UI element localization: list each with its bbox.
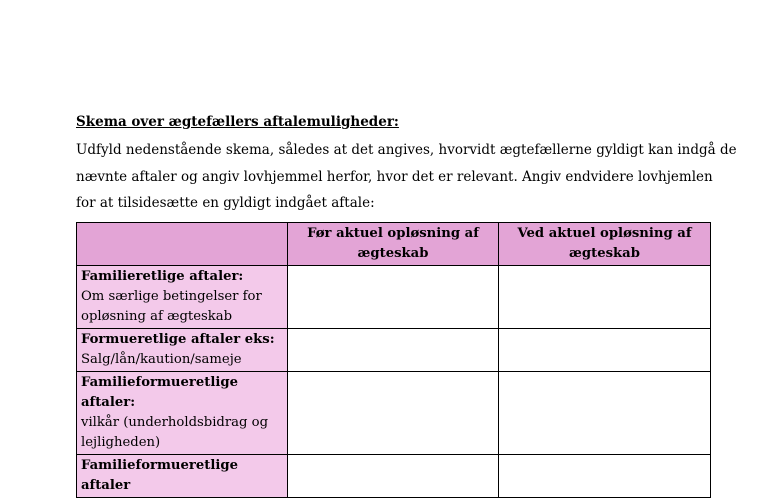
answer-cell-at[interactable] bbox=[499, 266, 711, 329]
instructions-paragraph bbox=[76, 140, 737, 220]
row-title: Formueretlige aftaler eks: bbox=[81, 332, 275, 347]
row-title: Familieformueretlige aftaler bbox=[81, 458, 238, 493]
row-header bbox=[77, 266, 288, 329]
answer-cell-before[interactable] bbox=[288, 455, 499, 498]
table-header-corner bbox=[77, 223, 288, 266]
row-header bbox=[77, 372, 288, 455]
schema-heading: Skema over ægtefællers aftalemuligheder: bbox=[76, 114, 399, 130]
table-header-row bbox=[77, 223, 711, 266]
row-title: Familieformueretlige aftaler: bbox=[81, 375, 238, 410]
column-header-before-dissolution: Før aktuel opløsning af ægteskab bbox=[288, 223, 499, 266]
answer-cell-before[interactable] bbox=[288, 266, 499, 329]
table-row bbox=[77, 372, 711, 455]
instructions-line: nævnte aftaler og angiv lovhjemmel herfor, hvor det er relevant. Angiv endvidere lovhjemlen bbox=[76, 168, 713, 185]
answer-cell-before[interactable] bbox=[288, 329, 499, 372]
table-row bbox=[77, 455, 711, 498]
answer-cell-before[interactable] bbox=[288, 372, 499, 455]
answer-cell-at[interactable] bbox=[499, 455, 711, 498]
instructions-line: for at tilsidesætte en gyldigt indgået aftale: bbox=[76, 195, 375, 211]
answer-cell-at[interactable] bbox=[499, 372, 711, 455]
row-header bbox=[77, 455, 288, 498]
row-description: Salg/lån/kaution/sameje bbox=[81, 352, 242, 367]
row-description: vilkår (underholdsbidrag og lejligheden) bbox=[81, 415, 269, 450]
table-row bbox=[77, 329, 711, 372]
row-header bbox=[77, 329, 288, 372]
instructions-line: Udfyld nedenstående skema, således at det angives, hvorvidt ægtefællerne gyldigt kan indgå de bbox=[76, 142, 737, 158]
answer-cell-at[interactable] bbox=[499, 329, 711, 372]
row-description: Om særlige betingelser for opløsning af ægteskab bbox=[81, 289, 262, 324]
row-title: Familieretlige aftaler: bbox=[81, 269, 244, 284]
column-header-at-dissolution: Ved aktuel opløsning af ægteskab bbox=[499, 223, 711, 266]
table-row bbox=[77, 266, 711, 329]
agreements-table bbox=[76, 222, 711, 498]
